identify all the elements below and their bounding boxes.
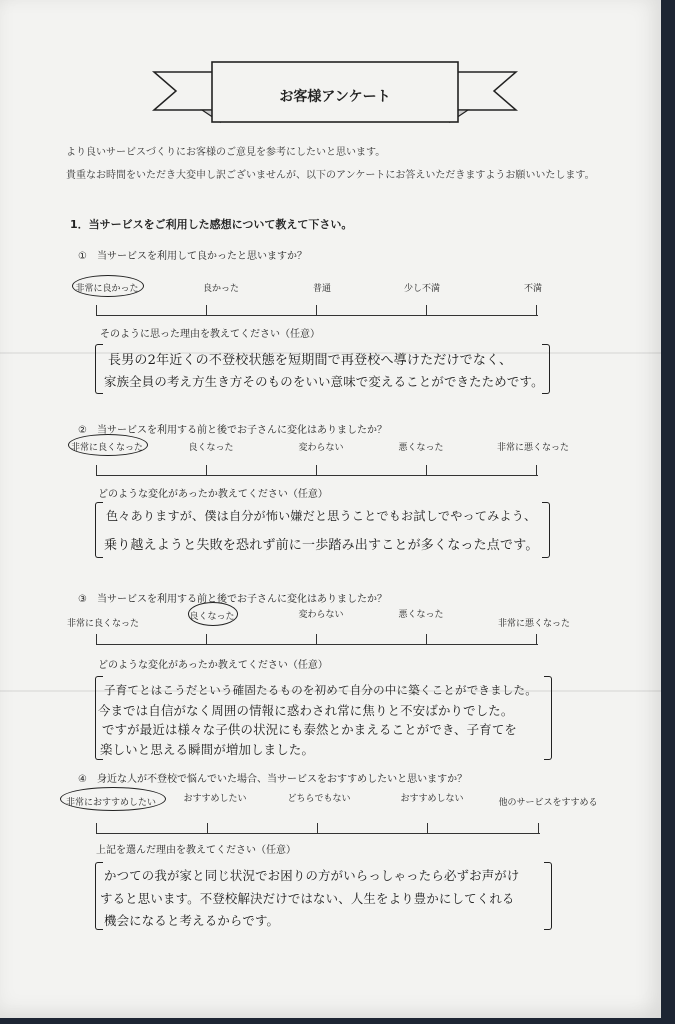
question-1: ① 当サービスを利用して良かったと思いますか？ [78, 251, 307, 262]
q4-answer-line-1: かつての我が家と同じ状況でお困りの方がいらっしゃったら必ずお声がけ [104, 868, 520, 883]
q2-option-2[interactable]: 良くなった [188, 443, 234, 453]
q4-answer-line-3: 機会になると考えるからです。 [104, 913, 280, 928]
q4-option-5[interactable]: 他のサービスをすすめる [498, 798, 598, 808]
q4-option-1[interactable]: 非常におすすめしたい [65, 798, 157, 808]
intro-line-1: より良いサービスづくりにお客様のご意見を参考にしたいと思います。 [66, 147, 386, 158]
q2-answer-line-2: 乗り越えようと失敗を恐れず前に一歩踏み出すことが多くなった点です。 [104, 538, 539, 553]
page-title: お客様アンケート [279, 89, 391, 105]
q3-scale[interactable] [96, 634, 538, 645]
q1-option-2[interactable]: 良かった [202, 284, 240, 294]
q1-option-4[interactable]: 少し不満 [403, 284, 441, 294]
q1-answer-line-1: 長男の2年近くの不登校状態を短期間で再登校へ導けただけでなく、 [108, 353, 513, 368]
q1-option-1[interactable]: 非常に良かった [75, 284, 139, 294]
q4-option-2[interactable]: おすすめしたい [183, 794, 247, 804]
q3-option-5[interactable]: 非常に悪くなった [497, 619, 571, 629]
q3-option-4[interactable]: 悪くなった [398, 610, 444, 620]
intro-line-2: 貴重なお時間をいただき大変申し訳ございませんが、以下のアンケートにお答えいただきますようお願いいたします。 [66, 170, 595, 181]
q1-option-5[interactable]: 不満 [523, 284, 543, 294]
q4-reason-label: 上記を選んだ理由を教えてください（任意） [96, 845, 296, 856]
q3-option-2[interactable]: 良くなった [189, 612, 235, 622]
q2-scale[interactable] [96, 465, 538, 476]
q4-option-3[interactable]: どちらでもない [287, 794, 351, 804]
section-heading: 1．当サービスをご利用した感想について教えて下さい。 [70, 218, 353, 231]
q4-scale[interactable] [96, 823, 540, 834]
selected-answer-circle [68, 434, 148, 456]
q3-answer-line-4: 楽しいと思える瞬間が増加しました。 [100, 742, 315, 757]
q2-option-3[interactable]: 変わらない [298, 443, 344, 453]
q3-reason-label: どのような変化があったか教えてください（任意） [98, 660, 328, 671]
q1-answer-line-2: 家族全員の考え方生き方そのものをいい意味で変えることができたためです。 [104, 374, 544, 389]
q4-option-4[interactable]: おすすめしない [400, 794, 464, 804]
q3-option-1[interactable]: 非常に良くなった [66, 619, 140, 629]
question-4: ④ 身近な人が不登校で悩んでいた場合、当サービスをおすすめしたいと思いますか？ [78, 774, 468, 785]
q2-option-5[interactable]: 非常に悪くなった [496, 443, 570, 453]
q3-option-3[interactable]: 変わらない [298, 610, 344, 620]
q2-option-4[interactable]: 悪くなった [398, 443, 444, 453]
selected-answer-circle [188, 602, 238, 626]
q3-answer-line-3: ですが最近は様々な子供の状況にも泰然とかまえることができ、子育てを [102, 722, 517, 737]
q3-answer-line-2: 今までは自信がなく周囲の情報に惑わされ常に焦りと不安ばかりでした。 [98, 703, 514, 718]
selected-answer-circle [72, 275, 144, 297]
q3-answer-line-1: 子育てとはこうだという確固たるものを初めて自分の中に築くことができました。 [104, 683, 537, 697]
q1-reason-label: そのように思った理由を教えてください（任意） [100, 329, 320, 340]
q2-reason-label: どのような変化があったか教えてください（任意） [98, 489, 328, 500]
q4-answer-line-2: すると思います。不登校解決だけではない、人生をより豊かにしてくれる [100, 891, 515, 906]
q1-scale[interactable] [96, 305, 538, 316]
question-3: ③ 当サービスを利用する前と後でお子さんに変化はありましたか？ [78, 594, 387, 605]
q1-option-3[interactable]: 普通 [312, 284, 332, 294]
question-2: ② 当サービスを利用する前と後でお子さんに変化はありましたか？ [78, 425, 387, 436]
selected-answer-circle [60, 787, 166, 811]
title-banner [150, 60, 520, 130]
q2-option-1[interactable]: 非常に良くなった [70, 443, 144, 453]
q2-answer-line-1: 色々ありますが、僕は自分が怖い嫌だと思うことでもお試しでやってみよう、 [106, 509, 537, 523]
